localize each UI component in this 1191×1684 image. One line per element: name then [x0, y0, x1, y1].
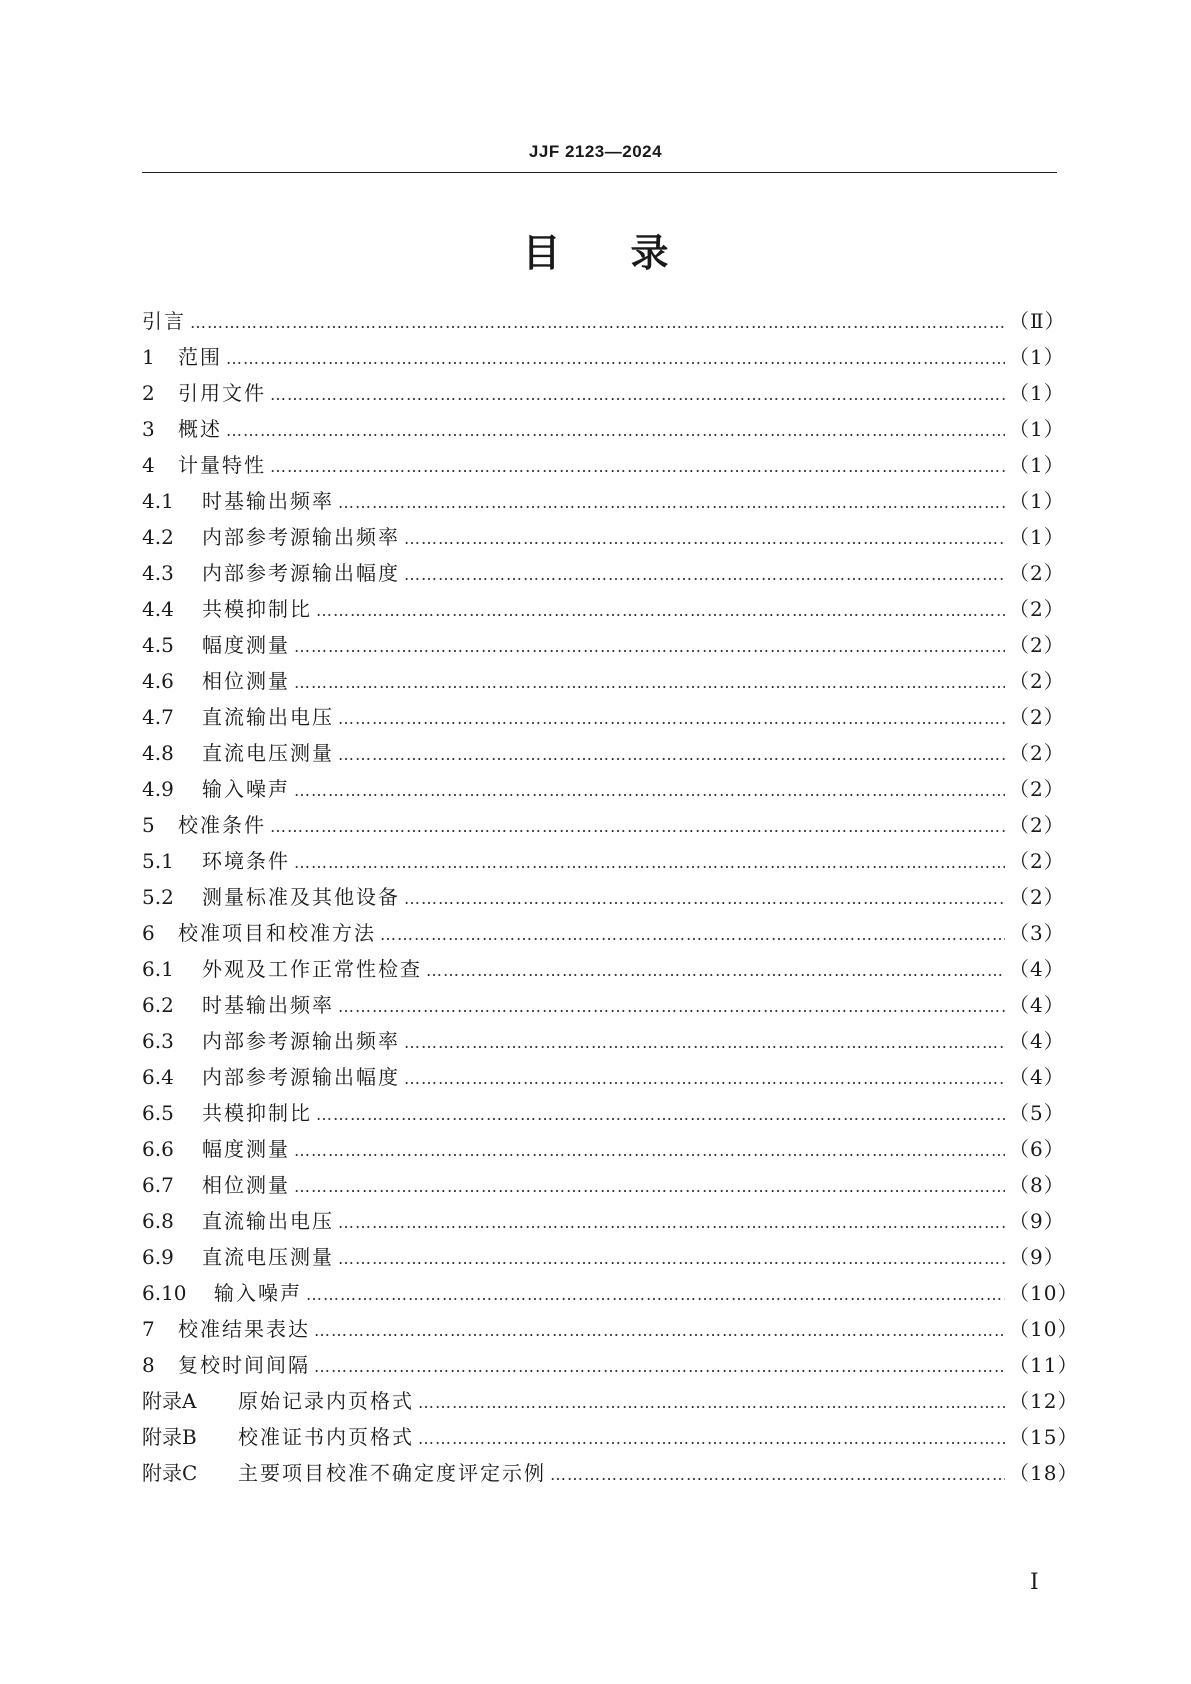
- toc-entry-number: 6.1: [142, 957, 174, 981]
- toc-entry-label: 环境条件: [202, 849, 290, 873]
- toc-entry[interactable]: [142, 555, 1065, 591]
- toc-entry-label: 复校时间间隔: [178, 1353, 310, 1377]
- toc-entry-label: 主要项目校准不确定度评定示例: [238, 1461, 546, 1485]
- toc-dot-leader: [294, 1169, 1005, 1205]
- toc-entry-page: （1）: [1009, 489, 1065, 513]
- toc-entry-page: （4）: [1009, 993, 1065, 1017]
- toc-entry-number: 4.7: [142, 705, 174, 729]
- toc-entry[interactable]: [142, 735, 1065, 771]
- toc-entry[interactable]: [142, 879, 1065, 915]
- toc-entry-number: 6: [142, 921, 155, 945]
- toc-dot-leader: [294, 629, 1005, 665]
- toc-entry-number: 4.2: [142, 525, 174, 549]
- toc-entry-number: 2: [142, 381, 155, 405]
- toc-entry-page: （2）: [1009, 597, 1065, 621]
- toc-entry-label: 直流输出电压: [202, 705, 334, 729]
- toc-entry[interactable]: [142, 663, 1065, 699]
- toc-entry[interactable]: [142, 1203, 1065, 1239]
- toc-entry-label: 时基输出频率: [202, 489, 334, 513]
- toc-entry-label: 相位测量: [202, 669, 290, 693]
- toc-dot-leader: [314, 1349, 1005, 1385]
- toc-dot-leader: [380, 917, 1005, 953]
- toc-entry[interactable]: [142, 699, 1065, 735]
- toc-entry-label: 引言: [142, 309, 186, 333]
- toc-entry-label: 校准条件: [178, 813, 266, 837]
- toc-dot-leader: [404, 881, 1005, 917]
- toc-entry-page: （9）: [1009, 1245, 1065, 1269]
- toc-dot-leader: [338, 1205, 1005, 1241]
- toc-dot-leader: [418, 1385, 1005, 1421]
- toc-dot-leader: [338, 989, 1005, 1025]
- toc-entry-number: 5.2: [142, 885, 174, 909]
- toc-entry-page: （1）: [1009, 525, 1065, 549]
- toc-dot-leader: [270, 449, 1005, 485]
- toc-entry-page: （6）: [1009, 1137, 1065, 1161]
- toc-entry-number: 5.1: [142, 849, 174, 873]
- toc-entry[interactable]: [142, 411, 1065, 447]
- toc-entry[interactable]: [142, 303, 1066, 339]
- toc-entry[interactable]: [142, 843, 1065, 879]
- toc-entry-label: 直流电压测量: [202, 741, 334, 765]
- toc-entry-label: 校准证书内页格式: [238, 1425, 414, 1449]
- toc-entry[interactable]: [142, 627, 1065, 663]
- toc-dot-leader: [316, 1097, 1005, 1133]
- toc-entry-label: 共模抑制比: [202, 1101, 312, 1125]
- toc-entry[interactable]: [142, 591, 1065, 627]
- toc-entry-page: （2）: [1009, 777, 1065, 801]
- toc-entry[interactable]: [142, 951, 1065, 987]
- toc-entry-page: （4）: [1009, 1065, 1065, 1089]
- toc-entry[interactable]: [142, 1167, 1065, 1203]
- toc-dot-leader: [404, 557, 1005, 593]
- toc-entry-label: 幅度测量: [202, 1137, 290, 1161]
- toc-entry-label: 测量标准及其他设备: [202, 885, 400, 909]
- toc-entry-label: 幅度测量: [202, 633, 290, 657]
- toc-entry-number: 附录B: [142, 1425, 197, 1449]
- toc-entry-label: 共模抑制比: [202, 597, 312, 621]
- toc-entry[interactable]: [142, 519, 1065, 555]
- toc-entry-label: 时基输出频率: [202, 993, 334, 1017]
- toc-entry-page: （2）: [1009, 705, 1065, 729]
- toc-entry-number: 6.6: [142, 1137, 174, 1161]
- toc-entry-label: 内部参考源输出幅度: [202, 561, 400, 585]
- toc-entry-page: （1）: [1009, 345, 1065, 369]
- document-code: JJF 2123—2024: [528, 142, 663, 161]
- toc-entry-page: （Ⅱ）: [1009, 309, 1066, 333]
- toc-entry-page: （15）: [1009, 1425, 1079, 1449]
- toc-dot-leader: [404, 521, 1005, 557]
- toc-dot-leader: [316, 593, 1005, 629]
- toc-entry-number: 5: [142, 813, 155, 837]
- toc-dot-leader: [306, 1277, 1005, 1313]
- toc-entry-label: 相位测量: [202, 1173, 290, 1197]
- toc-entry-label: 输入噪声: [202, 777, 290, 801]
- toc-entry-page: （1）: [1009, 453, 1065, 477]
- toc-entry-page: （2）: [1009, 741, 1065, 765]
- toc-entry-page: （8）: [1009, 1173, 1065, 1197]
- toc-entry[interactable]: [142, 1455, 1079, 1491]
- toc-dot-leader: [404, 1061, 1005, 1097]
- toc-entry-number: 4.9: [142, 777, 174, 801]
- toc-dot-leader: [270, 809, 1005, 845]
- toc-entry-number: 6.5: [142, 1101, 174, 1125]
- toc-entry[interactable]: [142, 339, 1065, 375]
- toc-entry-number: 6.3: [142, 1029, 174, 1053]
- toc-dot-leader: [270, 377, 1005, 413]
- toc-entry[interactable]: [142, 1023, 1065, 1059]
- toc-entry-page: （2）: [1009, 633, 1065, 657]
- toc-entry-number: 6.9: [142, 1245, 174, 1269]
- toc-entry-label: 直流电压测量: [202, 1245, 334, 1269]
- toc-entry[interactable]: [142, 1095, 1065, 1131]
- page-title: 目录: [522, 231, 739, 275]
- toc-entry-number: 6.8: [142, 1209, 174, 1233]
- toc-entry-page: （2）: [1009, 885, 1065, 909]
- toc-entry[interactable]: [142, 1239, 1065, 1275]
- toc-entry[interactable]: [142, 807, 1065, 843]
- table-of-contents: [142, 303, 1079, 1491]
- toc-entry[interactable]: [142, 987, 1065, 1023]
- toc-entry-label: 概述: [178, 417, 222, 441]
- toc-dot-leader: [338, 1241, 1005, 1277]
- toc-entry-page: （1）: [1009, 417, 1065, 441]
- toc-entry-label: 输入噪声: [214, 1281, 302, 1305]
- header-rule: [142, 172, 1057, 173]
- toc-entry-number: 4.5: [142, 633, 174, 657]
- toc-dot-leader: [550, 1457, 1005, 1493]
- page-number: Ⅰ: [1030, 1570, 1039, 1595]
- toc-dot-leader: [426, 953, 1005, 989]
- toc-dot-leader: [190, 305, 1005, 341]
- toc-entry-number: 6.4: [142, 1065, 174, 1089]
- toc-entry-page: （2）: [1009, 669, 1065, 693]
- toc-entry-number: 6.7: [142, 1173, 174, 1197]
- toc-entry-number: 4: [142, 453, 155, 477]
- toc-dot-leader: [338, 737, 1005, 773]
- toc-entry[interactable]: [142, 915, 1065, 951]
- toc-entry-page: （18）: [1009, 1461, 1079, 1485]
- toc-entry-number: 4.1: [142, 489, 174, 513]
- toc-entry-page: （10）: [1009, 1281, 1079, 1305]
- toc-entry-page: （12）: [1009, 1389, 1079, 1413]
- toc-entry-number: 4.4: [142, 597, 174, 621]
- toc-entry-page: （4）: [1009, 1029, 1065, 1053]
- toc-entry-number: 8: [142, 1353, 155, 1377]
- toc-entry[interactable]: [142, 771, 1065, 807]
- toc-entry-label: 校准结果表达: [178, 1317, 310, 1341]
- toc-entry-page: （10）: [1009, 1317, 1079, 1341]
- toc-entry-number: 1: [142, 345, 155, 369]
- toc-entry-page: （3）: [1009, 921, 1065, 945]
- toc-dot-leader: [418, 1421, 1005, 1457]
- toc-entry-number: 7: [142, 1317, 155, 1341]
- toc-entry-page: （4）: [1009, 957, 1065, 981]
- toc-entry-label: 范围: [178, 345, 222, 369]
- toc-entry[interactable]: [142, 1311, 1079, 1347]
- toc-entry-page: （1）: [1009, 381, 1065, 405]
- toc-entry-page: （2）: [1009, 849, 1065, 873]
- toc-entry-label: 内部参考源输出频率: [202, 525, 400, 549]
- toc-entry-page: （11）: [1009, 1353, 1079, 1377]
- toc-dot-leader: [226, 341, 1005, 377]
- toc-entry-number: 附录A: [142, 1389, 197, 1413]
- toc-dot-leader: [226, 413, 1005, 449]
- toc-entry[interactable]: [142, 1383, 1079, 1419]
- toc-entry-number: 6.2: [142, 993, 174, 1017]
- toc-dot-leader: [294, 845, 1005, 881]
- toc-entry[interactable]: [142, 1419, 1079, 1455]
- toc-entry-label: 内部参考源输出幅度: [202, 1065, 400, 1089]
- toc-entry-page: （2）: [1009, 813, 1065, 837]
- toc-entry-page: （5）: [1009, 1101, 1065, 1125]
- toc-entry[interactable]: [142, 483, 1065, 519]
- toc-entry-label: 原始记录内页格式: [238, 1389, 414, 1413]
- toc-entry-number: 4.6: [142, 669, 174, 693]
- toc-entry[interactable]: [142, 1131, 1065, 1167]
- toc-entry-label: 直流输出电压: [202, 1209, 334, 1233]
- toc-entry-number: 附录C: [142, 1461, 198, 1485]
- toc-entry[interactable]: [142, 375, 1065, 411]
- toc-entry-number: 6.10: [142, 1281, 187, 1305]
- toc-dot-leader: [314, 1313, 1005, 1349]
- toc-entry-number: 4.8: [142, 741, 174, 765]
- toc-dot-leader: [404, 1025, 1005, 1061]
- toc-entry-page: （2）: [1009, 561, 1065, 585]
- toc-entry-label: 内部参考源输出频率: [202, 1029, 400, 1053]
- toc-entry-label: 外观及工作正常性检查: [202, 957, 422, 981]
- toc-dot-leader: [294, 1133, 1005, 1169]
- toc-entry-label: 引用文件: [178, 381, 266, 405]
- toc-entry-page: （9）: [1009, 1209, 1065, 1233]
- toc-entry-label: 校准项目和校准方法: [178, 921, 376, 945]
- toc-dot-leader: [338, 701, 1005, 737]
- toc-dot-leader: [294, 773, 1005, 809]
- toc-dot-leader: [338, 485, 1005, 521]
- toc-entry[interactable]: [142, 1275, 1079, 1311]
- toc-entry[interactable]: [142, 447, 1065, 483]
- toc-entry[interactable]: [142, 1347, 1079, 1383]
- toc-entry[interactable]: [142, 1059, 1065, 1095]
- toc-dot-leader: [294, 665, 1005, 701]
- toc-entry-label: 计量特性: [178, 453, 266, 477]
- toc-entry-number: 4.3: [142, 561, 174, 585]
- toc-entry-number: 3: [142, 417, 155, 441]
